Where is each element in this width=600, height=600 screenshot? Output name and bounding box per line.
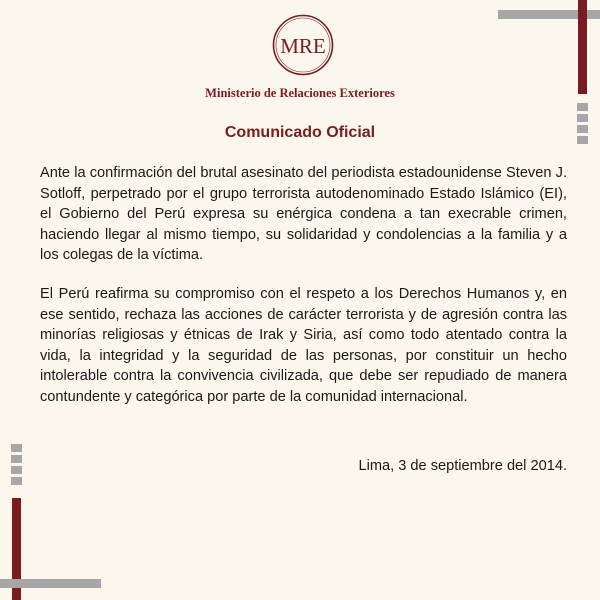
ministry-name: Ministerio de Relaciones Exteriores bbox=[205, 86, 395, 100]
paragraph-2: El Perú reafirma su compromiso con el respeto a los Derechos Humanos y, en ese sentido, rechaza las acciones de carácter terrorista y de agresión contra las minorías religiosas y étnicas de Irak y Siria, así como todo atentado contra la vida, la integridad y la seguridad de las personas, por constituir un hecho intolerable contra la convivencia civilizada, que debe ser repudiado de manera contundente y categórica por parte de la comunidad internacional. bbox=[40, 286, 567, 405]
top-right-red-bar bbox=[578, 0, 587, 94]
place-date-signoff: Lima, 3 de septiembre del 2014. bbox=[358, 458, 567, 474]
bottom-left-gray-bar bbox=[0, 579, 101, 588]
logo-text: MRE bbox=[280, 34, 326, 58]
paragraph-1: Ante la confirmación del brutal asesinato del periodista estadounidense Steven J. Sotloff, perpetrado por el grupo terrorista autodenominado Estado Islámico (EI), el Gobierno del Perú expresa su enérgica condena a tan execrable crimen, haciendo llegar al mismo tiempo, su solidaridad y condolencias a la familia y a los colegas de la víctima. bbox=[40, 165, 567, 263]
mre-seal-logo bbox=[272, 14, 334, 76]
bottom-left-square-stack bbox=[11, 444, 22, 485]
document-title: Comunicado Oficial bbox=[224, 124, 376, 141]
